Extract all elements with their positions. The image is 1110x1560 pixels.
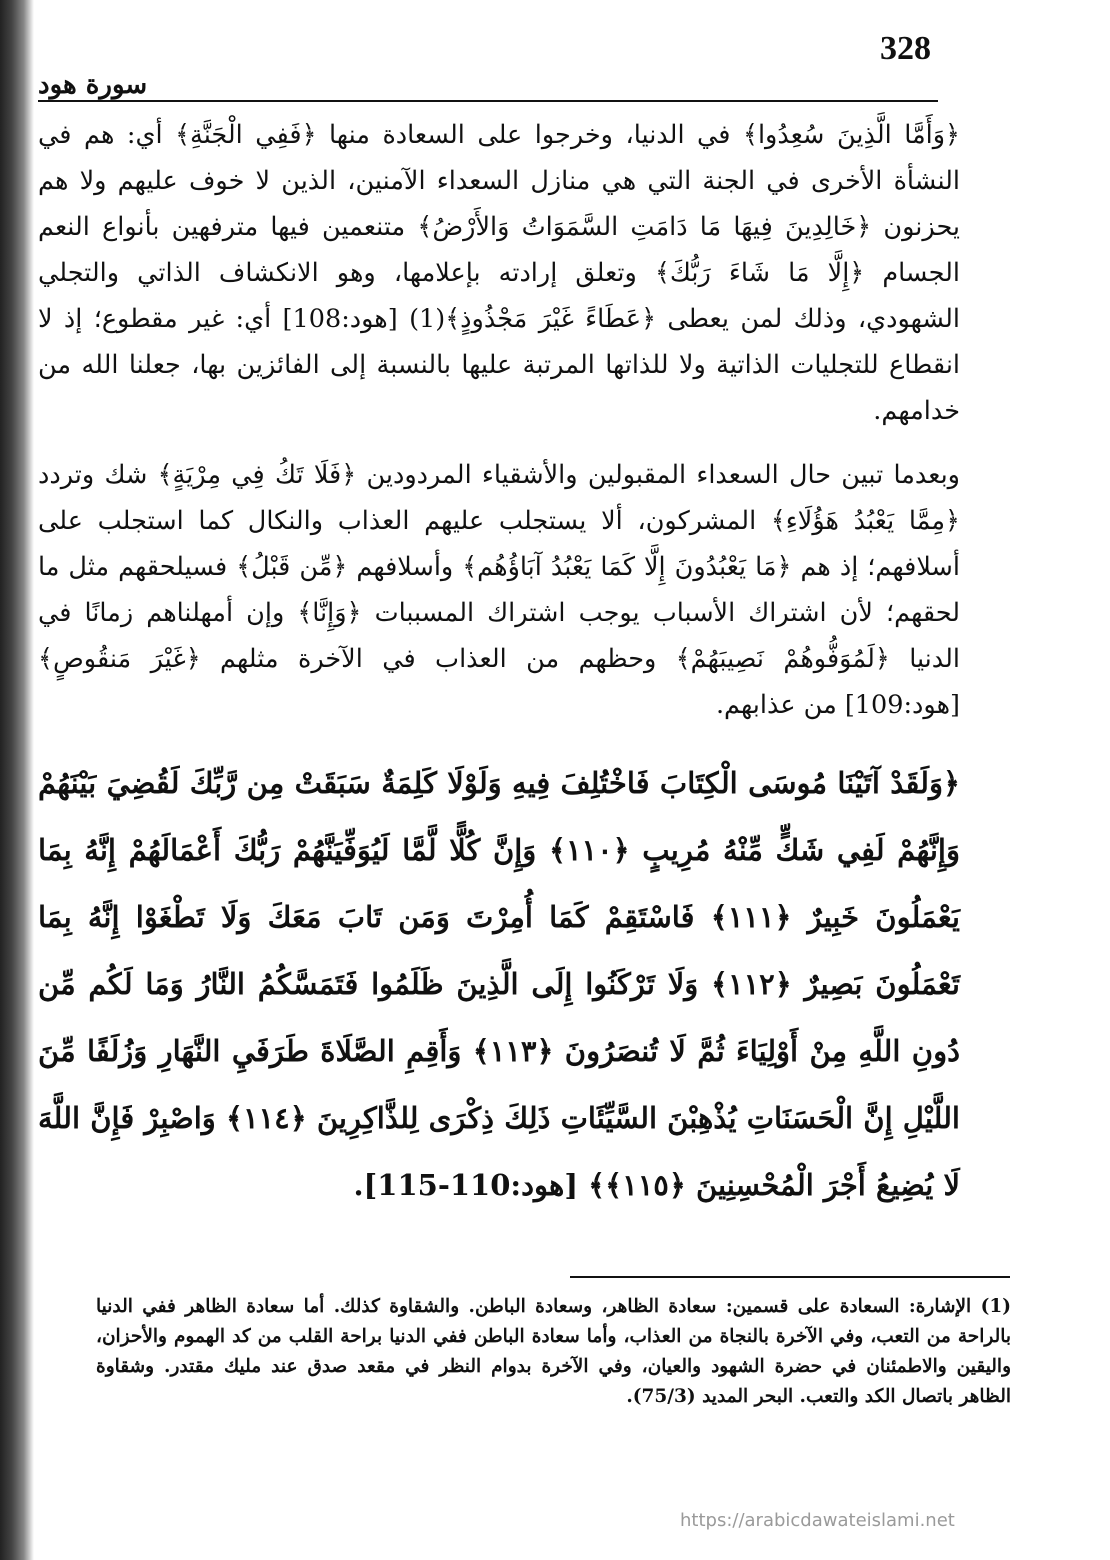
quran-verses-block: ﴿وَلَقَدْ آتَيْنَا مُوسَى الْكِتَابَ فَاخْتُلِفَ فِيهِ وَلَوْلَا كَلِمَةٌ سَبَقَتْ مِن رَّبِّكَ لَقُضِيَ بَيْنَهُمْ وَإِنَّهُمْ لَفِي شَكٍّ مِّنْهُ مُرِيبٍ ﴿١١٠﴾ وَإِنَّ كُلًّا لَّمَّا لَيُوَفِّيَنَّهُمْ رَبُّكَ أَعْمَالَهُمْ إِنَّهُ بِمَا يَعْمَلُونَ خَبِيرٌ ﴿١١١﴾ فَاسْتَقِمْ كَمَا أُمِرْتَ وَمَن تَابَ مَعَكَ وَلَا تَطْغَوْا إِنَّهُ بِمَا تَعْمَلُونَ بَصِيرٌ ﴿١١٢﴾ وَلَا تَرْكَنُوا إِلَى الَّذِينَ ظَلَمُوا فَتَمَسَّكُمُ النَّارُ وَمَا لَكُم مِّن دُونِ اللَّهِ مِنْ أَوْلِيَاءَ ثُمَّ لَا تُنصَرُونَ ﴿١١٣﴾ وَأَقِمِ الصَّلَاةَ طَرَفَيِ النَّهَارِ وَزُلَفًا مِّنَ اللَّيْلِ إِنَّ الْحَسَنَاتِ يُذْهِبْنَ السَّيِّئَاتِ ذَلِكَ ذِكْرَى لِلذَّاكِرِينَ ﴿١١٤﴾ وَاصْبِرْ فَإِنَّ اللَّهَ لَا يُضِيعُ أَجْرَ الْمُحْسِنِينَ ﴿١١٥﴾﴾ [هود:110-115]. (38, 766, 960, 1202)
footnote: (1) الإشارة: السعادة على قسمين: سعادة الظاهر، وسعادة الباطن. والشقاوة كذلك. أما سعادة الظاهر ففي الدنيا بالراحة من التعب، وفي الآخرة بالنجاة من العذاب، وأما سعادة الباطن ففي الدنيا براحة القلب من كد الهموم والأحزان، واليقين والاطمئنان في حضرة الشهود والعيان، وفي الآخرة بدوام النظر في مقعد صدق عند مليك مقتدر. وشقاوة الظاهر باتصال الكد والتعب. البحر المديد (75/3). (96, 1296, 1011, 1407)
paragraph-commentary-2: وبعدما تبين حال السعداء المقبولين والأشقياء المردودين ﴿فَلَا تَكُ فِي مِرْيَةٍ﴾ شك وتردد ﴿مِمَّا يَعْبُدُ هَؤُلَاءِ﴾ المشركون، ألا يستجلب عليهم العذاب والنكال كما استجلب على أسلافهم؛ إذ هم ﴿مَا يَعْبُدُونَ إِلَّا كَمَا يَعْبُدُ آبَاؤُهُم﴾ وأسلافهم ﴿مِّن قَبْلُ﴾ فسيلحقهم مثل ما لحقهم؛ لأن اشتراك الأسباب يوجب اشتراك المسببات ﴿وَإِنَّا﴾ وإن أمهلناهم زمانًا في الدنيا ﴿لَمُوَفُّوهُمْ نَصِيبَهُمْ﴾ وحظهم من العذاب في الآخرة مثلهم ﴿غَيْرَ مَنقُوصٍ﴾ [هود:109] من عذابهم. (38, 460, 960, 720)
page-body (38, 112, 960, 1219)
surah-title: سورة هود (38, 70, 148, 100)
scan-shadow-edge (0, 0, 34, 1560)
page-number: 328 (880, 30, 931, 67)
paragraph-commentary-1: ﴿وَأَمَّا الَّذِينَ سُعِدُوا﴾ في الدنيا، وخرجوا على السعادة منها ﴿فَفِي الْجَنَّةِ﴾ أي: هم في النشأة الأخرى في الجنة التي هي منازل السعداء الآمنين، الذين لا خوف عليهم ولا هم يحزنون ﴿خَالِدِينَ فِيهَا مَا دَامَتِ السَّمَوَاتُ وَالأَرْضُ﴾ متنعمين فيها مترفهين بأنواع النعم الجسام ﴿إِلَّا مَا شَاءَ رَبُّكَ﴾ وتعلق إرادته بإعلامها، وهو الانكشاف الذاتي والتجلي الشهودي، وذلك لمن يعطى ﴿عَطَاءً غَيْرَ مَجْذُوذٍ﴾(1) [هود:108] أي: غير مقطوع؛ إذ لا انقطاع للتجليات الذاتية ولا للذاتها المرتبة عليها بالنسبة إلى الفائزين بها، جعلنا الله من خدامهم. (38, 120, 960, 426)
header-rule (38, 100, 938, 102)
footnote-rule (570, 1276, 1010, 1278)
watermark-url: https://arabicdawateislami.net (680, 1510, 955, 1531)
